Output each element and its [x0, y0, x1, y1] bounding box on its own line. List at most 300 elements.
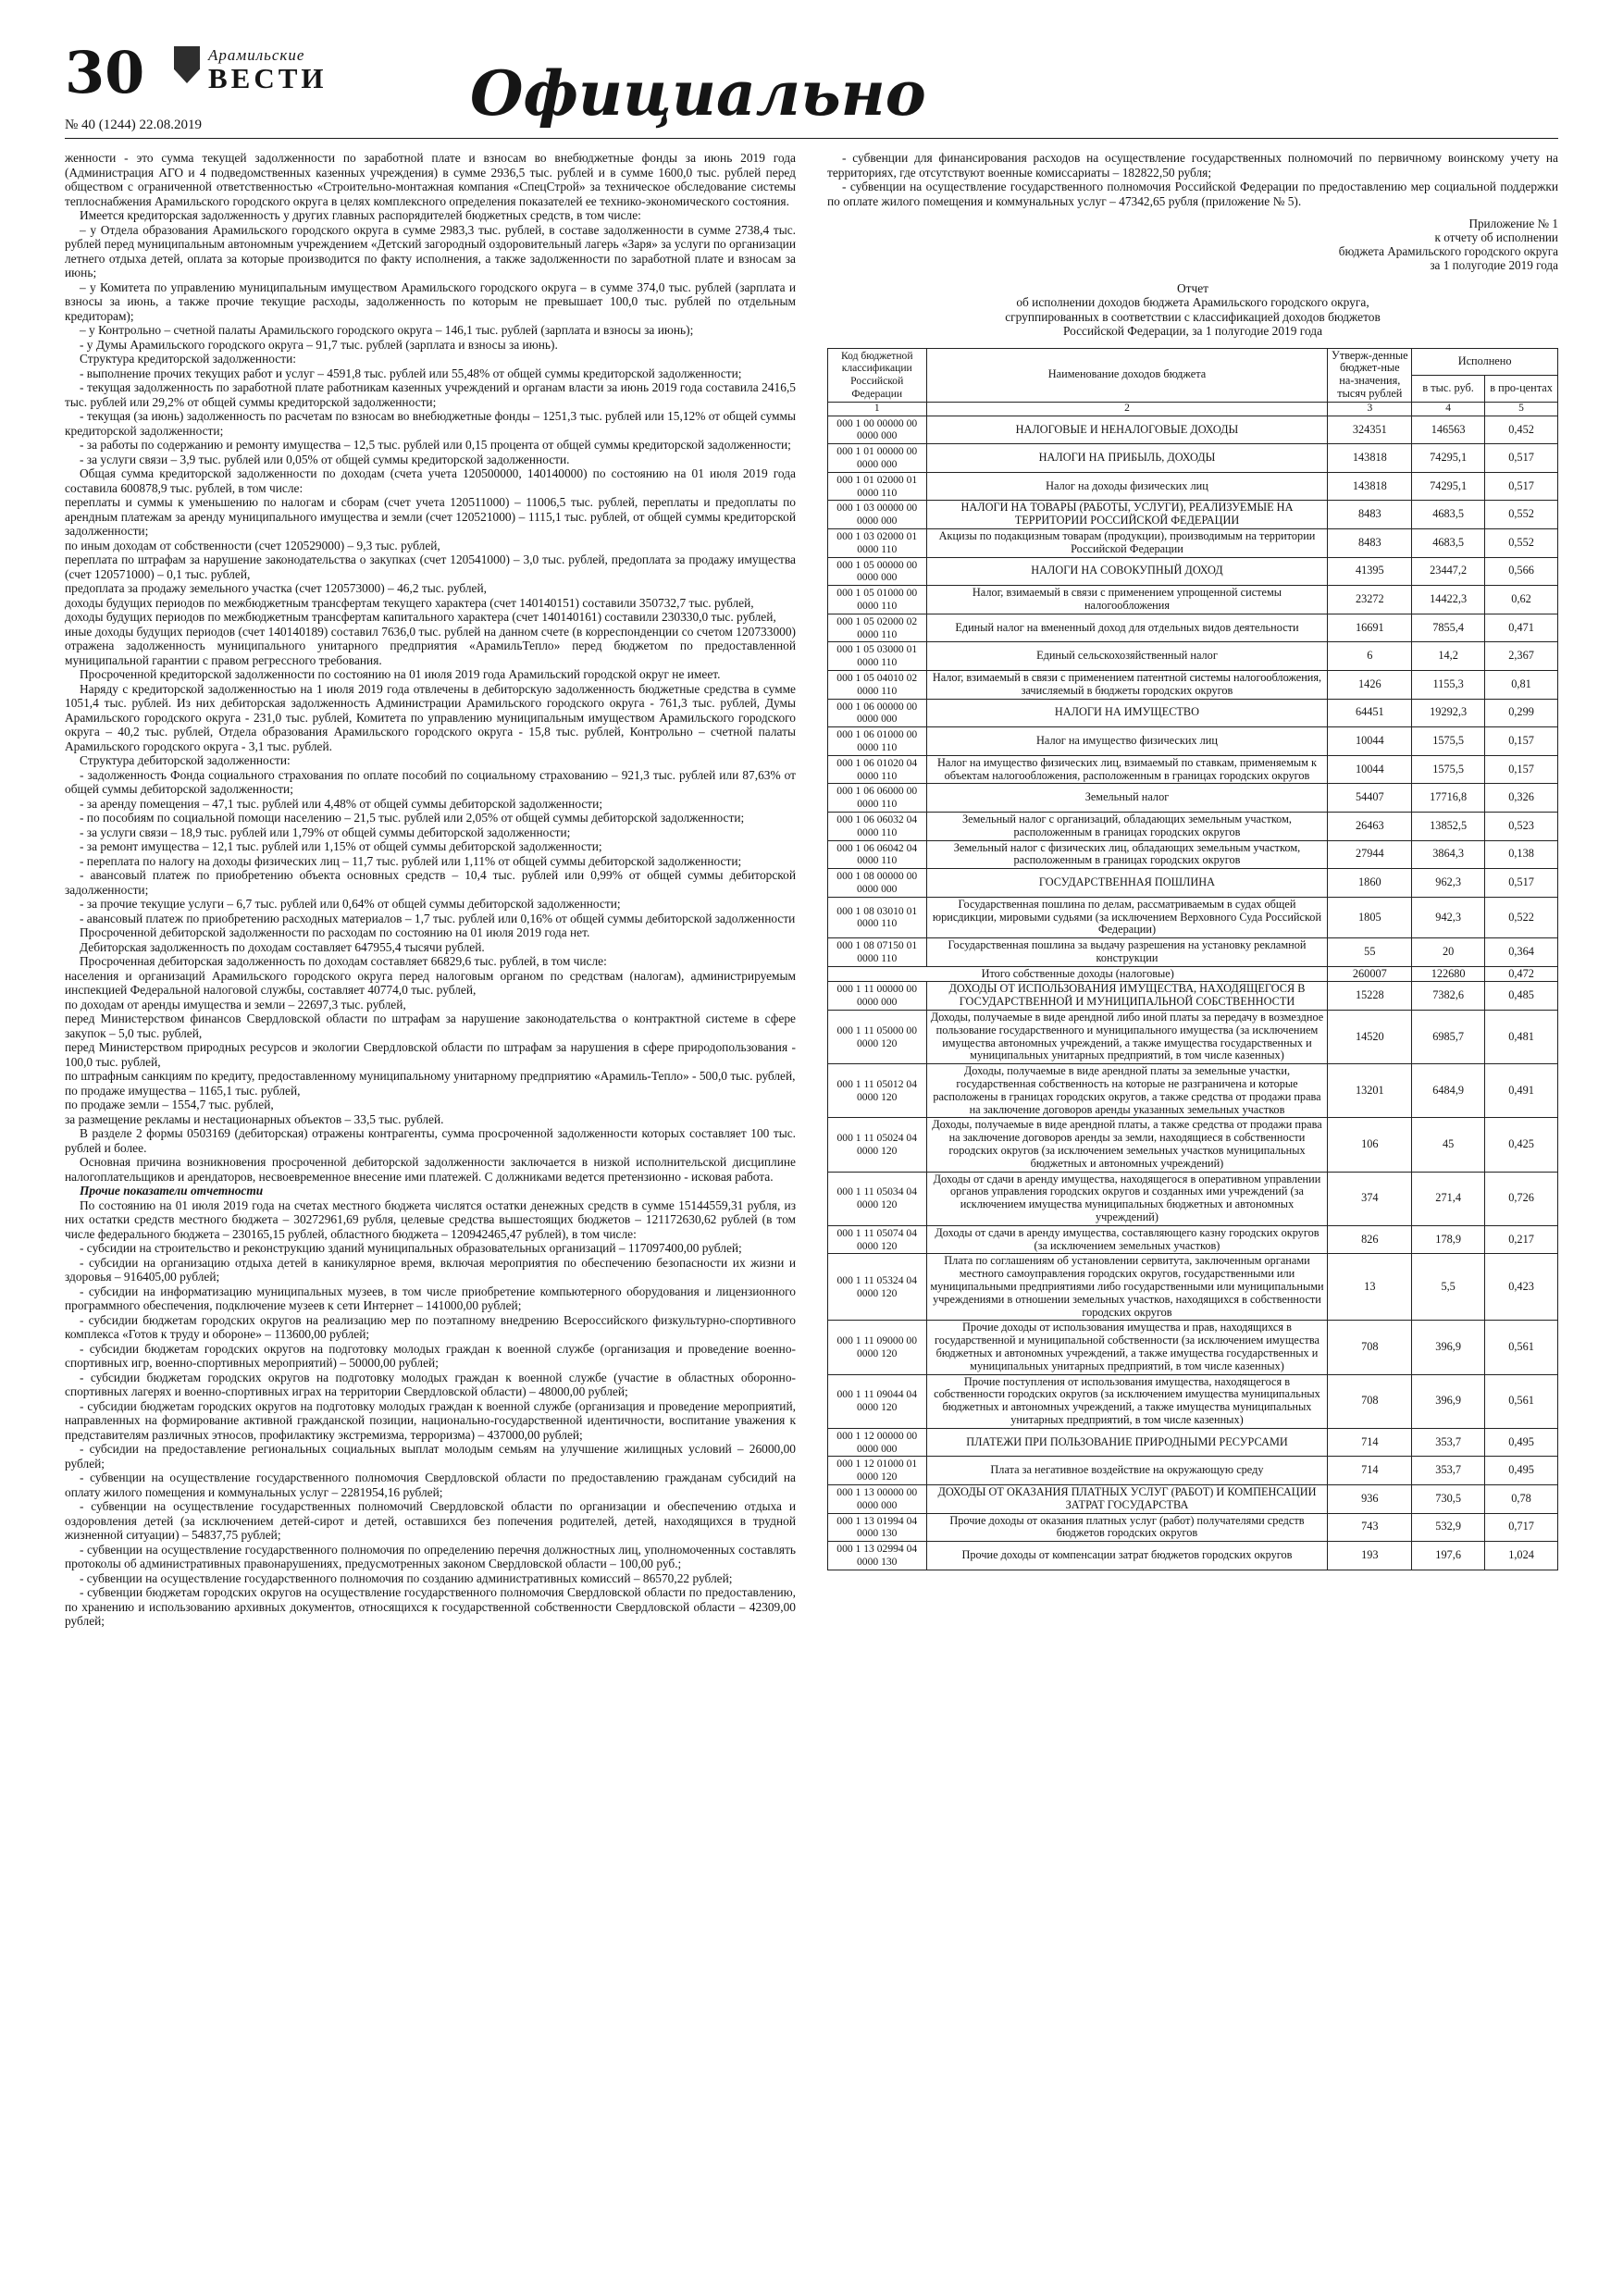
income-name-cell: Земельный налог с физических лиц, обладающих земельным участком, расположенным в границах городских округов — [926, 840, 1328, 869]
income-name-cell: Земельный налог — [926, 784, 1328, 813]
paragraph: по доходам от аренды имущества и земли – 22697,3 тыс. рублей, — [65, 997, 406, 1011]
budget-code-cell: 000 1 06 06032 04 0000 110 — [828, 812, 927, 840]
income-name-cell: Налог, взимаемый в связи с применением упрощенной системы налогообложения — [926, 586, 1328, 614]
percent-cell: 1,024 — [1485, 1542, 1558, 1570]
header-approved: Утверж-денные бюджет-ные на-значения, тысяч рублей — [1328, 348, 1412, 402]
paragraph: Просроченной кредиторской задолженности по состоянию на 01 июля 2019 года Арамильский городской округ не имеет. — [80, 667, 721, 681]
percent-cell: 0,299 — [1485, 699, 1558, 727]
budget-code-cell: 000 1 11 05074 04 0000 120 — [828, 1225, 927, 1254]
budget-code-cell: 000 1 06 01000 00 0000 110 — [828, 727, 927, 756]
income-name-cell: ГОСУДАРСТВЕННАЯ ПОШЛИНА — [926, 869, 1328, 898]
income-name-cell: НАЛОГИ НА ПРИБЫЛЬ, ДОХОДЫ — [926, 444, 1328, 473]
budget-code-cell: 000 1 01 00000 00 0000 000 — [828, 444, 927, 473]
percent-cell: 0,471 — [1485, 614, 1558, 642]
executed-cell: 122680 — [1412, 966, 1485, 982]
paragraph: Основная причина возникновения просроченной дебиторской задолженности заключается в низкой исполнительской дисциплине налогоплательщиков и арендаторов, несвоевременное внесение ими платежей. С должниками ведется претензионно - исковая работа. — [65, 1155, 796, 1184]
paragraph: Имеется кредиторская задолженность у других главных распорядителей бюджетных средств, в том числе: — [80, 208, 641, 222]
table-row — [828, 1064, 1558, 1118]
page-number: 30 — [65, 39, 145, 106]
issue-line: № 40 (1244) 22.08.2019 — [65, 118, 203, 132]
paragraph: Прочие показатели отчетности — [80, 1184, 264, 1198]
paragraph: - субвенции на осуществление государственного полномочия Российской Федерации по предоставлению мер социальной поддержки по оплате жилого помещения и коммунальных услуг – 47342,65 рубля (приложение № 5). — [827, 180, 1558, 208]
approved-cell: 106 — [1328, 1118, 1412, 1172]
paragraph: - субвенции на осуществление государственного полномочия по созданию административных комиссий – 86570,22 рублей; — [80, 1570, 733, 1585]
approved-cell: 1860 — [1328, 869, 1412, 898]
paragraph: по продаже земли – 1554,7 тыс. рублей, — [65, 1098, 274, 1111]
paragraph: - текущая задолженность по заработной плате работникам казенных учреждений и органам власти за июнь 2019 года составила 2416,5 тыс. рублей или 29,2% от общей суммы кредиторской задолженности; — [65, 380, 796, 409]
executed-cell: 353,7 — [1412, 1428, 1485, 1457]
section-title: Официально — [470, 57, 926, 130]
percent-cell: 0,522 — [1485, 897, 1558, 937]
appendix-line: Приложение № 1 — [1468, 217, 1558, 230]
approved-cell: 193 — [1328, 1542, 1412, 1570]
report-title-line: Российской Федерации, за 1 полугодие 2019 года — [1062, 324, 1323, 339]
paragraph: - за работы по содержанию и ремонту имущества – 12,5 тыс. рублей или 0,15 процента от общей суммы кредиторской задолженности; — [80, 438, 791, 452]
paragraph: - субвенции на осуществление государственного полномочия Свердловской области по предоставлению гражданам субсидий на оплату жилого помещения и коммунальных услуг – 2281954,16 рублей; — [65, 1471, 796, 1499]
income-name-cell: Земельный налог с организаций, обладающих земельным участком, расположенным в границах городских округов — [926, 812, 1328, 840]
table-row — [828, 938, 1558, 967]
executed-cell: 6484,9 — [1412, 1064, 1485, 1118]
budget-code-cell: 000 1 05 00000 00 0000 000 — [828, 557, 927, 586]
budget-code-cell: 000 1 11 09044 04 0000 120 — [828, 1374, 927, 1428]
paragraph: - за услуги связи – 3,9 тыс. рублей или 0,05% от общей суммы кредиторской задолженности. — [80, 452, 570, 466]
budget-code-cell: 000 1 06 06042 04 0000 110 — [828, 840, 927, 869]
income-name-cell: НАЛОГОВЫЕ И НЕНАЛОГОВЫЕ ДОХОДЫ — [926, 416, 1328, 444]
table-row — [828, 840, 1558, 869]
approved-cell: 1805 — [1328, 897, 1412, 937]
income-name-cell: Прочие доходы от использования имущества и прав, находящихся в государственной и муниципальной собственности (за исключением имущества бюджетных и автономных учреждений, а также имущества государственных и муниципальных унитарных предприятий, в том числе казенных) — [926, 1321, 1328, 1374]
percent-cell: 0,566 — [1485, 557, 1558, 586]
approved-cell: 374 — [1328, 1172, 1412, 1225]
executed-cell: 14,2 — [1412, 642, 1485, 671]
executed-cell: 730,5 — [1412, 1484, 1485, 1513]
budget-code-cell: 000 1 11 05024 04 0000 120 — [828, 1118, 927, 1172]
percent-cell: 0,491 — [1485, 1064, 1558, 1118]
percent-cell: 0,561 — [1485, 1374, 1558, 1428]
table-row — [828, 1484, 1558, 1513]
income-name-cell: ПЛАТЕЖИ ПРИ ПОЛЬЗОВАНИЕ ПРИРОДНЫМИ РЕСУРСАМИ — [926, 1428, 1328, 1457]
executed-cell: 45 — [1412, 1118, 1485, 1172]
approved-cell: 936 — [1328, 1484, 1412, 1513]
table-row — [828, 1542, 1558, 1570]
approved-cell: 6 — [1328, 642, 1412, 671]
income-name-cell: Налог на имущество физических лиц, взимаемый по ставкам, применяемым к объектам налогообложения, расположенным в границах городских округов — [926, 755, 1328, 784]
paragraph: - субсидии бюджетам городских округов на подготовку молодых граждан к военной службе (организация и проведение мероприятий, направленных на формирование активной гражданской позиции, национально-государственной идентичности, воспитание уважения к представителям различных этносов, профилактику экстремизма, терроризма) – 437000,00 рублей; — [65, 1398, 796, 1442]
approved-cell: 26463 — [1328, 812, 1412, 840]
paragraph: - субсидии бюджетам городских округов на подготовку молодых граждан к военной службе (организация и проведение военно-спортивных игр, военно-спортивных мероприятий) – 50000,00 рублей; — [65, 1341, 796, 1370]
income-name-cell: Акцизы по подакцизным товарам (продукции), производимым на территории Российской Федерации — [926, 528, 1328, 557]
column-number: 1 — [828, 402, 927, 416]
approved-cell: 826 — [1328, 1225, 1412, 1254]
approved-cell: 14520 — [1328, 1011, 1412, 1064]
income-name-cell: Прочие доходы от компенсации затрат бюджетов городских округов — [926, 1542, 1328, 1570]
budget-code-cell: 000 1 11 05000 00 0000 120 — [828, 1011, 927, 1064]
executed-cell: 13852,5 — [1412, 812, 1485, 840]
table-row — [828, 1172, 1558, 1225]
income-name-cell: НАЛОГИ НА ТОВАРЫ (РАБОТЫ, УСЛУГИ), РЕАЛИЗУЕМЫЕ НА ТЕРРИТОРИИ РОССИЙСКОЙ ФЕДЕРАЦИИ — [926, 501, 1328, 529]
header-executed-percent: в про-центах — [1485, 375, 1558, 402]
paragraph: переплата по штрафам за нарушение законодательства о закупках (счет 120541000) – 3,0 тыс. рублей, предоплата за продажу имущества (счет 120571000) – 0,1 тыс. рублей, — [65, 552, 796, 581]
executed-cell: 74295,1 — [1412, 444, 1485, 473]
approved-cell: 23272 — [1328, 586, 1412, 614]
income-name-cell: Государственная пошлина за выдачу разрешения на установку рекламной конструкции — [926, 938, 1328, 967]
income-name-cell: ДОХОДЫ ОТ ОКАЗАНИЯ ПЛАТНЫХ УСЛУГ (РАБОТ) И КОМПЕНСАЦИИ ЗАТРАТ ГОСУДАРСТВА — [926, 1484, 1328, 1513]
report-title — [827, 281, 1558, 339]
paragraph: женности - это сумма текущей задолженности по заработной плате и взносам во внебюджетные фонды за июнь 2019 года (Администрация АГО и 4 подведомственных казенных учреждения) в сумме 2936,5 тыс. рублей и в сумме 1600,0 тыс. рублей перед обществом с ограниченной ответственностью «Строительно-монтажная компания «СпецСтрой» за техническое обследование системы теплоснабжения Арамильского городского округа в целях комплексного определения показателей ее технико-экономического состояния. — [65, 151, 796, 208]
approved-cell: 714 — [1328, 1428, 1412, 1457]
paragraph: за размещение рекламы и нестационарных объектов – 33,5 тыс. рублей. — [65, 1111, 444, 1126]
column-number: 5 — [1485, 402, 1558, 416]
income-name-cell: Доходы, получаемые в виде арендной платы за земельные участки, государственная собственность на которые не разграничена и которые расположены в границах городских округов, а также средства от продажи права на заключение договоров аренды указанных земельных участков — [926, 1064, 1328, 1118]
percent-cell: 0,425 — [1485, 1118, 1558, 1172]
approved-cell: 16691 — [1328, 614, 1412, 642]
executed-cell: 532,9 — [1412, 1513, 1485, 1542]
budget-code-cell: 000 1 11 09000 00 0000 120 — [828, 1321, 927, 1374]
percent-cell: 0,157 — [1485, 755, 1558, 784]
table-row — [828, 784, 1558, 813]
paragraph: - переплата по налогу на доходы физических лиц – 11,7 тыс. рублей или 1,11% от общей суммы дебиторской задолженности; — [80, 853, 742, 868]
executed-cell: 4683,5 — [1412, 501, 1485, 529]
table-row — [828, 1118, 1558, 1172]
table-row — [828, 1321, 1558, 1374]
executed-cell: 5,5 — [1412, 1254, 1485, 1321]
approved-cell: 708 — [1328, 1321, 1412, 1374]
percent-cell: 0,726 — [1485, 1172, 1558, 1225]
executed-cell: 14422,3 — [1412, 586, 1485, 614]
paragraph: - субсидии бюджетам городских округов на реализацию мер по поэтапному внедрению Всероссийского физкультурно-спортивного комплекса «Готов к труду и обороне» – 113600,00 рублей; — [65, 1312, 796, 1341]
percent-cell: 2,367 — [1485, 642, 1558, 671]
income-name-cell: НАЛОГИ НА ИМУЩЕСТВО — [926, 699, 1328, 727]
paragraph: по штрафным санкциям по кредиту, предоставленному муниципальному унитарному предприятию «Арамиль-Тепло» - 500,0 тыс. рублей, — [65, 1069, 796, 1083]
budget-code-cell: 000 1 08 03010 01 0000 110 — [828, 897, 927, 937]
budget-code-cell: 000 1 12 01000 01 0000 120 — [828, 1457, 927, 1485]
header-income-name: Наименование доходов бюджета — [926, 348, 1328, 402]
paragraph: - текущая (за июнь) задолженность по расчетам по взносам во внебюджетные фонды – 1251,3 тыс. рублей или 15,12% от общей суммы кредиторской задолженности; — [65, 409, 796, 438]
executed-cell: 1575,5 — [1412, 727, 1485, 756]
executed-cell: 3864,3 — [1412, 840, 1485, 869]
percent-cell: 0,217 — [1485, 1225, 1558, 1254]
paragraph: - выполнение прочих текущих работ и услуг – 4591,8 тыс. рублей или 55,48% от общей суммы кредиторской задолженности; — [80, 366, 742, 380]
masthead-title-top: Арамильские — [208, 46, 305, 64]
table-row — [828, 812, 1558, 840]
income-name-cell: Налог на доходы физических лиц — [926, 472, 1328, 501]
percent-cell: 0,485 — [1485, 982, 1558, 1011]
paragraph: - субвенции на осуществление государственных полномочий Свердловской области по организации и обеспечению отдыха и оздоровления детей (за исключением детей-сирот и детей, оставшихся без попечения родителей, детей, находящихся в трудной жизненной ситуации) – 54837,75 рублей; — [65, 1499, 796, 1542]
table-row — [828, 557, 1558, 586]
table-row — [828, 727, 1558, 756]
paragraph: Структура кредиторской задолженности: — [80, 352, 296, 366]
paragraph: - задолженность Фонда социального страхования по оплате пособий по социальному страхованию – 921,3 тыс. рублей или 87,63% от общей суммы дебиторской задолженности; — [65, 767, 796, 796]
budget-code-cell: 000 1 06 00000 00 0000 000 — [828, 699, 927, 727]
income-name-cell: Прочие поступления от использования имущества, находящегося в собственности городских округов (за исключением имущества муниципальных бюджетных и автономных учреждений, а также имущества муниципальных унитарных предприятий, в том числе казенных) — [926, 1374, 1328, 1428]
table-row — [828, 1428, 1558, 1457]
table-row — [828, 1513, 1558, 1542]
percent-cell: 0,517 — [1485, 444, 1558, 473]
column-number: 4 — [1412, 402, 1485, 416]
paragraph: – у Контрольно – счетной палаты Арамильского городского округа – 146,1 тыс. рублей (зарплата и взносы за июнь); — [80, 323, 694, 337]
paragraph: - субсидии на организацию отдыха детей в каникулярное время, включая мероприятия по обеспечению безопасности их жизни и здоровья – 916405,00 рублей; — [65, 1255, 796, 1284]
table-row — [828, 897, 1558, 937]
column-numbers-row — [828, 402, 1558, 416]
appendix-block — [827, 217, 1558, 272]
approved-cell: 143818 — [1328, 472, 1412, 501]
percent-cell: 0,138 — [1485, 840, 1558, 869]
approved-cell: 13 — [1328, 1254, 1412, 1321]
table-row — [828, 642, 1558, 671]
page-header — [65, 39, 1558, 139]
left-column — [65, 151, 796, 1629]
percent-cell: 0,78 — [1485, 1484, 1558, 1513]
percent-cell: 0,517 — [1485, 869, 1558, 898]
executed-cell: 271,4 — [1412, 1172, 1485, 1225]
paragraph: - за услуги связи – 18,9 тыс. рублей или 1,79% от общей суммы дебиторской задолженности; — [80, 825, 571, 839]
paragraph: - за ремонт имущества – 12,1 тыс. рублей или 1,15% от общей суммы дебиторской задолженности; — [80, 839, 602, 853]
budget-code-cell: 000 1 06 01020 04 0000 110 — [828, 755, 927, 784]
budget-code-cell: 000 1 13 00000 00 0000 000 — [828, 1484, 927, 1513]
income-name-cell: Прочие доходы от оказания платных услуг (работ) получателями средств бюджетов городских округов — [926, 1513, 1328, 1542]
approved-cell: 10044 — [1328, 727, 1412, 756]
income-table-body — [828, 416, 1558, 1570]
budget-code-cell: 000 1 00 00000 00 0000 000 — [828, 416, 927, 444]
approved-cell: 1426 — [1328, 670, 1412, 699]
budget-code-cell: 000 1 05 01000 00 0000 110 — [828, 586, 927, 614]
executed-cell: 23447,2 — [1412, 557, 1485, 586]
percent-cell: 0,717 — [1485, 1513, 1558, 1542]
column-number: 2 — [926, 402, 1328, 416]
percent-cell: 0,157 — [1485, 727, 1558, 756]
executed-cell: 353,7 — [1412, 1457, 1485, 1485]
table-row — [828, 1225, 1558, 1254]
approved-cell: 27944 — [1328, 840, 1412, 869]
income-name-cell: Налог на имущество физических лиц — [926, 727, 1328, 756]
income-name-cell: Доходы от сдачи в аренду имущества, находящегося в оперативном управлении органов управления городских округов и созданных ими учреждений (за исключением имущества муниципальных бюджетных и автономных учреждений) — [926, 1172, 1328, 1225]
header-executed-rub: в тыс. руб. — [1412, 375, 1485, 402]
appendix-line: к отчету об исполнении — [1434, 230, 1558, 244]
approved-cell: 8483 — [1328, 528, 1412, 557]
percent-cell: 0,481 — [1485, 1011, 1558, 1064]
report-title-line: об исполнении доходов бюджета Арамильского городского округа, — [1016, 295, 1369, 310]
budget-code-cell: 000 1 06 06000 00 0000 110 — [828, 784, 927, 813]
paragraph: переплаты и суммы к уменьшению по налогам и сборам (счет учета 120511000) – 11006,5 тыс. рублей, переплаты и предоплаты по арендным платежам за аренду муниципального имущества и земли (счет 120521000) – 1115,1 тыс. рублей, от общей суммы кредиторской задолженности; — [65, 495, 796, 538]
paragraph: - субсидии бюджетам городских округов на подготовку молодых граждан к военной службе (участие в областных оборонно-спортивных лагерях и военно-спортивных играх на территории Свердловской области) – 48000,00 рублей; — [65, 1370, 796, 1398]
approved-cell: 15228 — [1328, 982, 1412, 1011]
table-row — [828, 699, 1558, 727]
executed-cell: 20 — [1412, 938, 1485, 967]
paragraph: - за прочие текущие услуги – 6,7 тыс. рублей или 0,64% от общей суммы дебиторской задолженности; — [80, 897, 621, 911]
percent-cell: 0,364 — [1485, 938, 1558, 967]
percent-cell: 0,517 — [1485, 472, 1558, 501]
header-budget-code: Код бюджетной классификации Российской Федерации — [828, 348, 927, 402]
budget-code-cell: 000 1 12 00000 00 0000 000 — [828, 1428, 927, 1457]
income-name-cell: Плата за негативное воздействие на окружающую среду — [926, 1457, 1328, 1485]
income-name-cell: Единый налог на вмененный доход для отдельных видов деятельности — [926, 614, 1328, 642]
paragraph: - субсидии на информатизацию муниципальных музеев, в том числе приобретение компьютерного оборудования и лицензионного программного обеспечения, подключение музеев к сети Интернет – 141000,00 рублей; — [65, 1284, 796, 1312]
income-name-cell: Плата по соглашениям об установлении сервитута, заключенным органами местного самоуправления городских округов, государственными или муниципальными предприятиями либо государственными или муниципальными учреждениями в отношении земельных участков, находящихся в собственности городских округов — [926, 1254, 1328, 1321]
paragraph: – у Отдела образования Арамильского городского округа в сумме 2983,3 тыс. рублей, в составе задолженности в сумме 2738,4 тыс. рублей перед муниципальным автономным учреждением «Детский загородный оздоровительный лагерь «Заря» за услуги по организации летнего отдыха детей, оплата за которые производится по факту исполнения, а также задолженности по заработной плате и взносам за июнь; — [65, 222, 796, 279]
approved-cell: 41395 — [1328, 557, 1412, 586]
paragraph: - субсидии на предоставление региональных социальных выплат молодым семьям на улучшение жилищных условий – 26000,00 рублей; — [65, 1442, 796, 1471]
table-row — [828, 472, 1558, 501]
income-name-cell: Доходы от сдачи в аренду имущества, составляющего казну городских округов (за исключением земельных участков) — [926, 1225, 1328, 1254]
paragraph: доходы будущих периодов по межбюджетным трансфертам капитального характера (счет 140140161) составили 230330,0 тыс. рублей, — [65, 610, 776, 624]
approved-cell: 708 — [1328, 1374, 1412, 1428]
crest-icon — [174, 46, 200, 83]
paragraph: Просроченная дебиторская задолженность по доходам составляет 66829,6 тыс. рублей, в том числе: — [80, 954, 607, 968]
table-row — [828, 614, 1558, 642]
percent-cell: 0,423 — [1485, 1254, 1558, 1321]
percent-cell: 0,552 — [1485, 501, 1558, 529]
income-table-header — [828, 348, 1558, 416]
table-row — [828, 1011, 1558, 1064]
executed-cell: 197,6 — [1412, 1542, 1485, 1570]
paragraph: - авансовый платеж по приобретению объекта основных средств – 10,4 тыс. рублей или 0,99% от общей суммы дебиторской задолженности; — [65, 868, 796, 897]
table-row — [828, 416, 1558, 444]
paragraph: - субсидии на строительство и реконструкцию зданий муниципальных образовательных организаций – 117097400,00 рублей; — [80, 1241, 742, 1255]
paragraph: Общая сумма кредиторской задолженности по доходам (счета учета 120500000, 140140000) по состоянию на 01 июля 2019 года составила 600878,9 тыс. рублей, в том числе: — [65, 466, 796, 495]
executed-cell: 6985,7 — [1412, 1011, 1485, 1064]
executed-cell: 942,3 — [1412, 897, 1485, 937]
paragraph: иные доходы будущих периодов (счет 140140189) составил 7636,0 тыс. рублей на данном счете (в корреспонденции со счетом 120733000) отражена задолженность муниципального унитарного предприятия «АрамильТепло» перед бюджетом по предоставленной муниципальной гарантии с правом регрессного требования. — [65, 624, 796, 667]
paragraph: Наряду с кредиторской задолженностью на 1 июля 2019 года отвлечены в дебиторскую задолженность бюджетные средства в сумме 1051,4 тыс. рублей. Из них дебиторская задолженность Администрации Арамильского городского округа - 761,3 тыс. рублей, Думы Арамильского городского округа - 231,0 тыс. рублей, Комитета по управлению муниципальным имуществом Арамильского городского округа – 40,2 тыс. рублей, Отдела образования Арамильского городского округа - 15,8 тыс. рублей, Контрольно – счетной палаты Арамильского городского округа - 3,1 тыс. рублей. — [65, 681, 796, 753]
paragraph: - субвенции для финансирования расходов на осуществление государственных полномочий по первичному воинскому учету на территориях, где отсутствуют военные комиссариаты – 182822,50 рубля; — [827, 151, 1558, 180]
table-row — [828, 1374, 1558, 1428]
paragraph: - по пособиям по социальной помощи населению – 21,5 тыс. рублей или 2,05% от общей суммы дебиторской задолженности; — [80, 811, 745, 825]
budget-code-cell: 000 1 13 01994 04 0000 130 — [828, 1513, 927, 1542]
percent-cell: 0,81 — [1485, 670, 1558, 699]
executed-cell: 962,3 — [1412, 869, 1485, 898]
executed-cell: 7382,6 — [1412, 982, 1485, 1011]
income-name-cell: Доходы, получаемые в виде арендной либо иной платы за передачу в возмездное пользование государственного и муниципального имущества (за исключением имущества автономных учреждений, а также имущества государственных и муниципальных унитарных предприятий, в том числе казенных) — [926, 1011, 1328, 1064]
header-executed-group: Исполнено — [1412, 348, 1558, 375]
table-row — [828, 528, 1558, 557]
executed-cell: 146563 — [1412, 416, 1485, 444]
paragraph: - субвенции на осуществление государственного полномочия по определению перечня должностных лиц, уполномоченных составлять протоколы об административных правонарушениях, предусмотренных законом Свердловской области – 100,00 руб.; — [65, 1542, 796, 1570]
approved-cell: 13201 — [1328, 1064, 1412, 1118]
approved-cell: 143818 — [1328, 444, 1412, 473]
column-number: 3 — [1328, 402, 1412, 416]
percent-cell: 0,495 — [1485, 1457, 1558, 1485]
approved-cell: 8483 — [1328, 501, 1412, 529]
income-name-cell: НАЛОГИ НА СОВОКУПНЫЙ ДОХОД — [926, 557, 1328, 586]
approved-cell: 10044 — [1328, 755, 1412, 784]
income-name-cell: ДОХОДЫ ОТ ИСПОЛЬЗОВАНИЯ ИМУЩЕСТВА, НАХОДЯЩЕГОСЯ В ГОСУДАРСТВЕННОЙ И МУНИЦИПАЛЬНОЙ СОБСТВЕННОСТИ — [926, 982, 1328, 1011]
paragraph: - за аренду помещения – 47,1 тыс. рублей или 4,48% от общей суммы дебиторской задолженности; — [80, 796, 603, 811]
appendix-line: бюджета Арамильского городского округа — [1338, 244, 1558, 258]
budget-code-cell: 000 1 01 02000 01 0000 110 — [828, 472, 927, 501]
paragraph: Дебиторская задолженность по доходам составляет 647955,4 тысячи рублей. — [80, 939, 485, 954]
budget-code-cell: 000 1 05 03000 01 0000 110 — [828, 642, 927, 671]
income-name-cell: Итого собственные доходы (налоговые) — [828, 966, 1328, 982]
percent-cell: 0,62 — [1485, 586, 1558, 614]
paragraph: по иным доходам от собственности (счет 120529000) – 9,3 тыс. рублей, — [65, 538, 440, 552]
table-row — [828, 1457, 1558, 1485]
executed-cell: 4683,5 — [1412, 528, 1485, 557]
paragraph: доходы будущих периодов по межбюджетным трансфертам текущего характера (счет 140140151) составили 350732,7 тыс. рублей, — [65, 595, 754, 610]
percent-cell: 0,452 — [1485, 416, 1558, 444]
budget-code-cell: 000 1 05 04010 02 0000 110 — [828, 670, 927, 699]
paragraph: - у Думы Арамильского городского округа – 91,7 тыс. рублей (зарплата и взносы за июнь). — [80, 337, 558, 352]
table-row — [828, 755, 1558, 784]
income-name-cell: Налог, взимаемый в связи с применением патентной системы налогообложения, зачисляемый в бюджеты городских округов — [926, 670, 1328, 699]
approved-cell: 55 — [1328, 938, 1412, 967]
income-table — [827, 348, 1558, 1570]
table-row — [828, 982, 1558, 1011]
percent-cell: 0,523 — [1485, 812, 1558, 840]
paragraph: населения и организаций Арамильского городского округа перед налоговым органом по средствам (налогам), администрируемым инспекцией Федеральной налоговой службы, составляет 40774,0 тыс. рублей, — [65, 968, 796, 997]
paragraph: перед Министерством природных ресурсов и экологии Свердловской области по штрафам за нарушения в сфере природопользования - 100,0 тыс. рублей, — [65, 1040, 796, 1069]
budget-code-cell: 000 1 11 00000 00 0000 000 — [828, 982, 927, 1011]
percent-cell: 0,561 — [1485, 1321, 1558, 1374]
budget-code-cell: 000 1 13 02994 04 0000 130 — [828, 1542, 927, 1570]
executed-cell: 396,9 — [1412, 1374, 1485, 1428]
budget-code-cell: 000 1 08 07150 01 0000 110 — [828, 938, 927, 967]
paragraph: По состоянию на 01 июля 2019 года на счетах местного бюджета числятся остатки денежных средств в сумме 15144559,31 рубля, из них остатки средств местного бюджета – 30272961,69 рубля, целевые средства вышестоящих бюджетов – 121172630,62 рублей (в том числе федерального бюджета – 230165,15 рублей, областного бюджета – 120942465,47 рублей), в том числе: — [65, 1198, 796, 1241]
table-row — [828, 670, 1558, 699]
newspaper-logo — [174, 46, 328, 93]
percent-cell: 0,552 — [1485, 528, 1558, 557]
appendix-line: за 1 полугодие 2019 года — [1430, 258, 1558, 272]
masthead-title-bottom: ВЕСТИ — [208, 62, 328, 94]
executed-cell: 74295,1 — [1412, 472, 1485, 501]
executed-cell: 396,9 — [1412, 1321, 1485, 1374]
approved-cell: 64451 — [1328, 699, 1412, 727]
paragraph: В разделе 2 формы 0503169 (дебиторская) отражены контрагенты, сумма просроченной задолженности которых составляет 100 тыс. рублей и более. — [65, 1126, 796, 1155]
executed-cell: 7855,4 — [1412, 614, 1485, 642]
table-row — [828, 444, 1558, 473]
page-content — [65, 151, 1558, 1629]
budget-code-cell: 000 1 03 00000 00 0000 000 — [828, 501, 927, 529]
budget-code-cell: 000 1 08 00000 00 0000 000 — [828, 869, 927, 898]
table-row — [828, 501, 1558, 529]
executed-cell: 1155,3 — [1412, 670, 1485, 699]
report-title-line: сгруппированных в соответствии с классификацией доходов бюджетов — [1005, 309, 1381, 324]
table-row — [828, 966, 1558, 982]
budget-code-cell: 000 1 05 02000 02 0000 110 — [828, 614, 927, 642]
approved-cell: 260007 — [1328, 966, 1412, 982]
paragraph: по продаже имущества – 1165,1 тыс. рублей, — [65, 1083, 301, 1098]
percent-cell: 0,495 — [1485, 1428, 1558, 1457]
budget-code-cell: 000 1 11 05034 04 0000 120 — [828, 1172, 927, 1225]
table-row — [828, 869, 1558, 898]
income-name-cell: Единый сельскохозяйственный налог — [926, 642, 1328, 671]
approved-cell: 743 — [1328, 1513, 1412, 1542]
approved-cell: 54407 — [1328, 784, 1412, 813]
table-row — [828, 1254, 1558, 1321]
budget-code-cell: 000 1 11 05012 04 0000 120 — [828, 1064, 927, 1118]
budget-code-cell: 000 1 11 05324 04 0000 120 — [828, 1254, 927, 1321]
table-row — [828, 586, 1558, 614]
executed-cell: 17716,8 — [1412, 784, 1485, 813]
paragraph: – у Комитета по управлению муниципальным имуществом Арамильского городского округа – в сумме 374,0 тыс. рублей (зарплата и взносы за июнь, а также прочие текущие расходы, задолженность по которым не превышает 100,0 тыс. рублей по отдельным кредиторам); — [65, 279, 796, 323]
executed-cell: 178,9 — [1412, 1225, 1485, 1254]
executed-cell: 1575,5 — [1412, 755, 1485, 784]
paragraph: перед Министерством финансов Свердловской области по штрафам за нарушение законодательства о контрактной системе в сфере закупок – 5,0 тыс. рублей, — [65, 1011, 796, 1040]
percent-cell: 0,326 — [1485, 784, 1558, 813]
income-name-cell: Доходы, получаемые в виде арендной платы, а также средства от продажи права на заключение договоров аренды за земли, находящиеся в собственности городских округов (за исключением земельных участков муниципальных бюджетных и автономных учреждений) — [926, 1118, 1328, 1172]
paragraph: предоплата за продажу земельного участка (счет 120573000) – 46,2 тыс. рублей, — [65, 581, 487, 595]
approved-cell: 324351 — [1328, 416, 1412, 444]
report-title-line: Отчет — [1176, 281, 1209, 295]
executed-cell: 19292,3 — [1412, 699, 1485, 727]
right-column — [827, 151, 1558, 1629]
paragraph: - авансовый платеж по приобретению расходных материалов – 1,7 тыс. рублей или 0,16% от общей суммы дебиторской задолженности — [80, 911, 796, 925]
budget-code-cell: 000 1 03 02000 01 0000 110 — [828, 528, 927, 557]
percent-cell: 0,472 — [1485, 966, 1558, 982]
paragraph: - субвенции бюджетам городских округов на осуществление государственного полномочия Свердловской области по предоставлению, по хранению и использованию архивных документов, относящихся к государственной собственности Свердловской области – 42309,00 рублей; — [65, 1585, 796, 1628]
paragraph: Структура дебиторской задолженности: — [80, 753, 291, 767]
paragraph: Просроченной дебиторской задолженности по расходам по состоянию на 01 июля 2019 года нет. — [80, 925, 590, 939]
income-name-cell: Государственная пошлина по делам, рассматриваемым в судах общей юрисдикции, мировыми судьями (за исключением Верховного Суда Российской Федерации) — [926, 897, 1328, 937]
